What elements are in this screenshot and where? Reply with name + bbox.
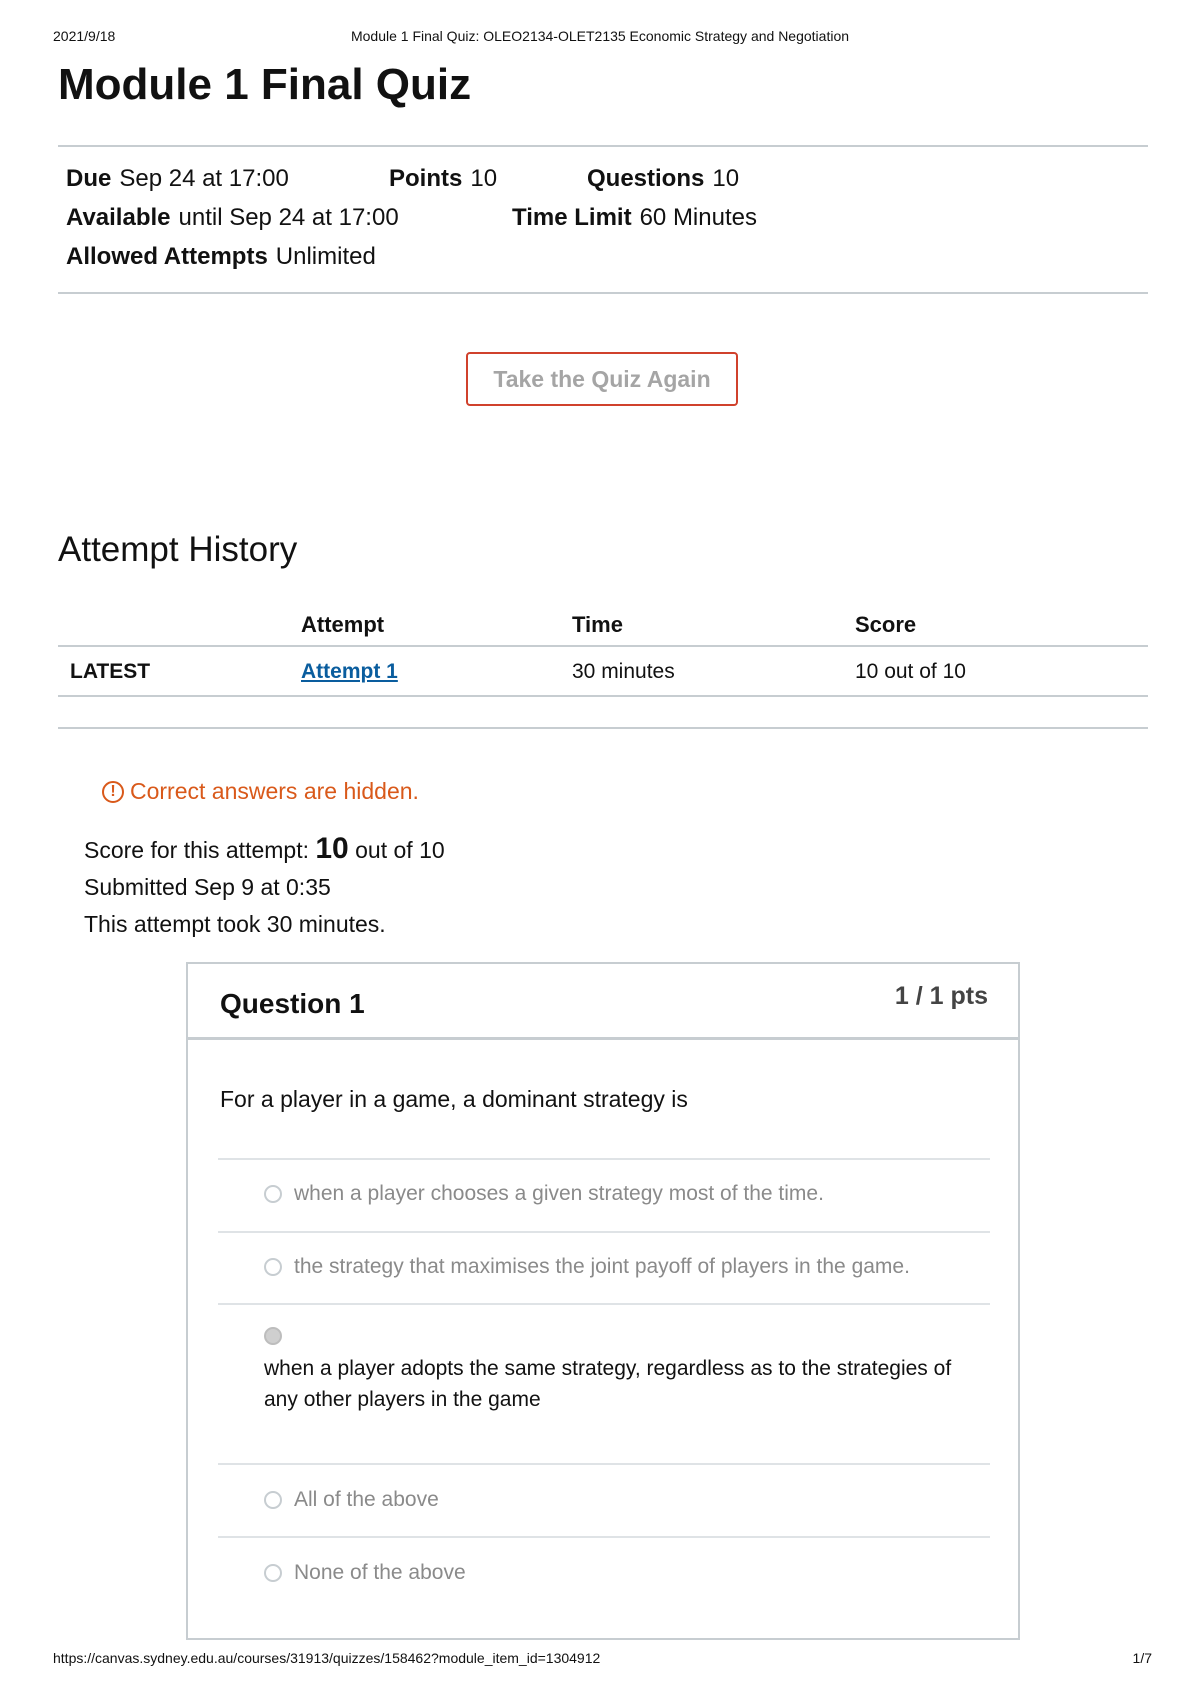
page-title: Module 1 Final Quiz bbox=[58, 60, 472, 109]
points bbox=[389, 165, 497, 193]
warning-circle-icon: ! bbox=[102, 781, 124, 803]
available-label: Available bbox=[66, 204, 171, 231]
questions-value: 10 bbox=[712, 165, 740, 192]
radio-icon[interactable] bbox=[264, 1258, 282, 1276]
submitted-time: Submitted Sep 9 at 0:35 bbox=[84, 874, 331, 900]
answer-divider bbox=[218, 1231, 990, 1233]
answer-divider bbox=[218, 1303, 990, 1305]
column-header-attempt: Attempt bbox=[301, 612, 385, 637]
questions bbox=[587, 165, 739, 193]
attempt-time: 30 minutes bbox=[572, 660, 675, 683]
print-date: 2021/9/18 bbox=[53, 28, 116, 44]
time-limit-label: Time Limit bbox=[512, 204, 632, 231]
divider bbox=[58, 145, 1148, 147]
score-value: 10 bbox=[315, 832, 349, 865]
score-suffix: out of 10 bbox=[355, 837, 445, 863]
answer-option[interactable] bbox=[264, 1488, 439, 1512]
question-text: For a player in a game, a dominant strategy is bbox=[220, 1086, 688, 1112]
time-limit bbox=[512, 204, 757, 232]
available-value: until Sep 24 at 17:00 bbox=[178, 204, 399, 231]
due-value: Sep 24 at 17:00 bbox=[119, 165, 289, 192]
points-value: 10 bbox=[470, 165, 498, 192]
radio-selected-icon[interactable] bbox=[264, 1327, 282, 1345]
column-header-time: Time bbox=[572, 612, 623, 637]
due-label: Due bbox=[66, 165, 112, 192]
allowed-attempts bbox=[66, 243, 376, 271]
divider bbox=[58, 727, 1148, 729]
column-header-score: Score bbox=[855, 612, 917, 637]
divider bbox=[58, 292, 1148, 294]
question-points: 1 / 1 pts bbox=[894, 982, 988, 1010]
notice-text: Correct answers are hidden. bbox=[130, 778, 419, 804]
radio-icon[interactable] bbox=[264, 1185, 282, 1203]
score-prefix: Score for this attempt: bbox=[84, 837, 309, 863]
question-header bbox=[188, 964, 1018, 1040]
correct-answers-hidden-notice bbox=[102, 778, 419, 805]
allowed-attempts-value: Unlimited bbox=[275, 243, 376, 270]
answer-text-selected[interactable]: when a player adopts the same strategy, regardless as to the strategies of any other players in the game bbox=[264, 1357, 952, 1411]
due-date bbox=[66, 165, 289, 193]
attempt-duration: This attempt took 30 minutes. bbox=[84, 911, 386, 937]
question-card bbox=[186, 962, 1020, 1640]
answer-divider bbox=[218, 1158, 990, 1160]
answer-option[interactable] bbox=[264, 1182, 824, 1206]
radio-icon[interactable] bbox=[264, 1491, 282, 1509]
answer-option[interactable] bbox=[264, 1255, 910, 1279]
attempt-link[interactable]: Attempt 1 bbox=[301, 660, 398, 683]
attempt-score: 10 out of 10 bbox=[855, 660, 966, 683]
answer-option[interactable] bbox=[264, 1561, 466, 1585]
time-limit-value: 60 Minutes bbox=[639, 204, 757, 231]
answer-divider bbox=[218, 1536, 990, 1538]
attempt-score-line bbox=[84, 832, 445, 866]
questions-label: Questions bbox=[587, 165, 705, 192]
answer-text: when a player chooses a given strategy most of the time. bbox=[294, 1182, 824, 1205]
answer-text: All of the above bbox=[294, 1488, 439, 1511]
take-quiz-again-button[interactable]: Take the Quiz Again bbox=[466, 352, 738, 406]
table-row-divider bbox=[58, 695, 1148, 697]
allowed-attempts-label: Allowed Attempts bbox=[66, 243, 268, 270]
available bbox=[66, 204, 399, 232]
print-url: https://canvas.sydney.edu.au/courses/31913/quizzes/158462?module_item_id=1304912 bbox=[53, 1650, 601, 1666]
table-header-divider bbox=[58, 645, 1148, 647]
attempt-status: LATEST bbox=[70, 660, 151, 683]
question-name: Question 1 bbox=[220, 988, 365, 1019]
answer-text: the strategy that maximises the joint payoff of players in the game. bbox=[294, 1255, 910, 1278]
answer-text: None of the above bbox=[294, 1561, 466, 1584]
points-label: Points bbox=[389, 165, 463, 192]
answer-divider bbox=[218, 1463, 990, 1465]
attempt-history-title: Attempt History bbox=[58, 530, 298, 569]
print-page-number: 1/7 bbox=[1132, 1650, 1152, 1666]
radio-icon[interactable] bbox=[264, 1564, 282, 1582]
print-title: Module 1 Final Quiz: OLEO2134-OLET2135 Economic Strategy and Negotiation bbox=[350, 28, 850, 44]
